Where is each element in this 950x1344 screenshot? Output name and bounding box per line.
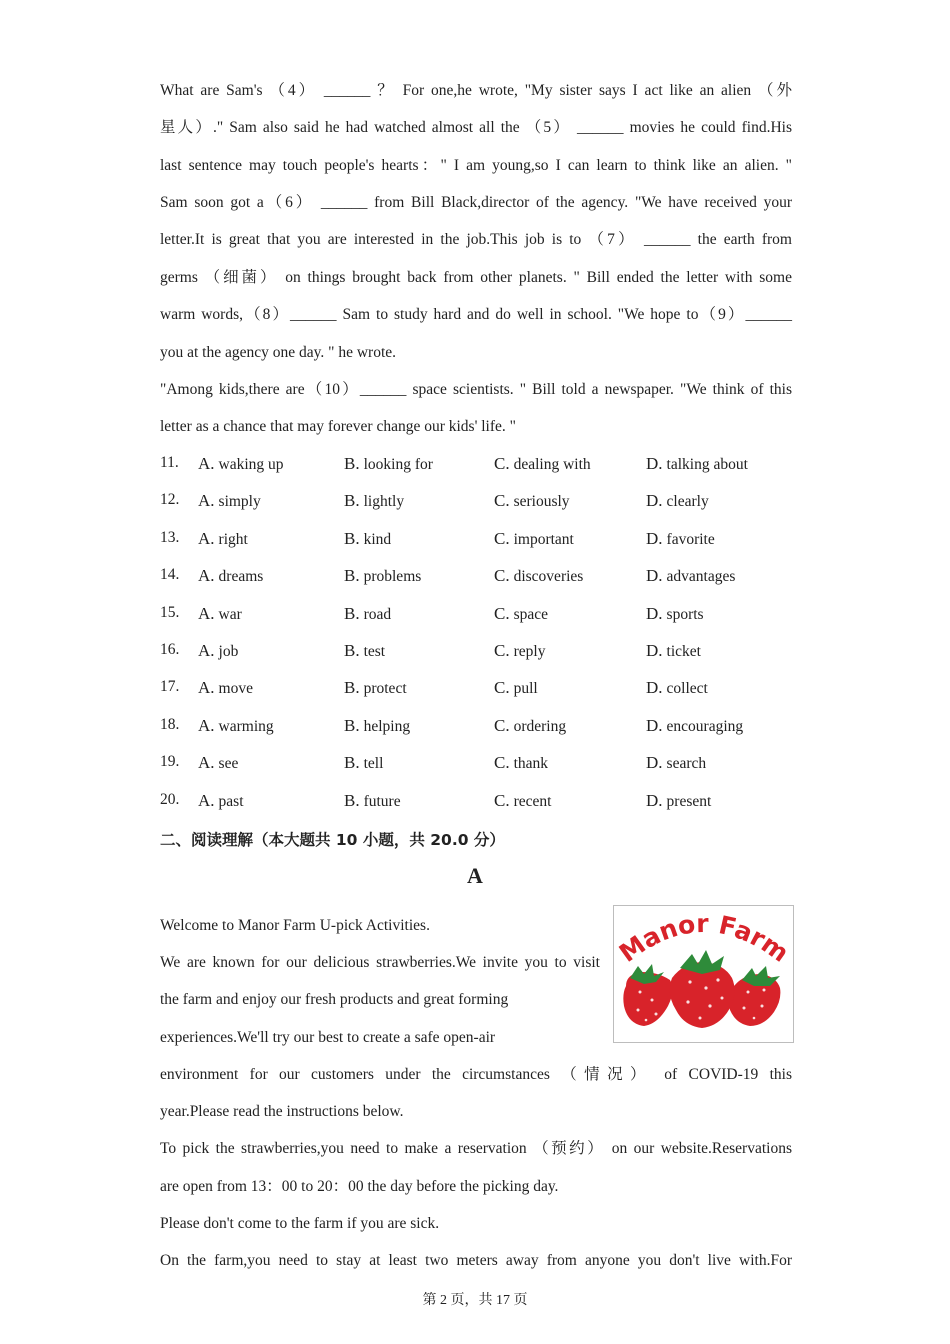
option-text: kind	[363, 530, 392, 548]
answer-option	[198, 566, 263, 586]
option-letter: D.	[646, 715, 663, 735]
option-text: tell	[363, 755, 384, 773]
answer-option	[344, 716, 410, 736]
option-text: test	[363, 643, 386, 660]
option-letter: B.	[344, 528, 360, 548]
strawberries-logo-icon	[614, 906, 793, 1042]
answer-option	[494, 454, 591, 474]
option-text: protect	[363, 680, 407, 698]
option-text: recent	[513, 792, 552, 810]
question-number: 20.	[160, 790, 180, 808]
passage-line: germs （细菌） on things brought back from other planets. " Bill ended the letter with some	[160, 269, 792, 286]
option-text: looking for	[363, 456, 433, 473]
article-line: To pick the strawberries,you need to make a reservation （预约） on our website.Reservations	[160, 1140, 792, 1157]
option-letter: D.	[646, 454, 663, 473]
option-text: seriously	[513, 493, 570, 511]
article-line: environment for our customers under the circumstances （情况） of COVID-19 this	[160, 1066, 792, 1083]
option-letter: C.	[494, 528, 510, 548]
answer-option	[198, 641, 238, 661]
option-text: lightly	[363, 493, 405, 511]
option-letter: B.	[344, 641, 360, 660]
answer-option	[198, 491, 261, 511]
option-letter: C.	[494, 603, 510, 623]
answer-option	[198, 753, 238, 773]
answer-option	[646, 716, 743, 736]
answer-option	[344, 641, 385, 661]
option-letter: D.	[646, 603, 663, 623]
option-letter: D.	[646, 753, 663, 773]
manor-farm-logo	[613, 905, 794, 1043]
option-letter: C.	[494, 641, 510, 660]
option-letter: B.	[344, 790, 360, 810]
option-text: move	[218, 680, 253, 698]
passage-line: letter as a chance that may forever change our kids' life. "	[160, 418, 516, 435]
option-text: job	[218, 643, 239, 660]
option-text: thank	[513, 755, 549, 773]
question-number: 14.	[160, 566, 180, 584]
answer-option	[198, 529, 248, 549]
option-text: sports	[666, 605, 704, 623]
article-line: experiences.We'll try our best to create a safe open-air	[160, 1029, 496, 1046]
option-letter: D.	[646, 790, 663, 810]
option-text: dealing with	[513, 456, 591, 473]
option-text: discoveries	[513, 568, 584, 586]
answer-option	[494, 529, 574, 549]
page-footer: 第 2 页，共 17 页	[422, 1293, 528, 1308]
option-text: pull	[513, 680, 538, 698]
option-text: past	[218, 792, 244, 810]
question-number: 18.	[160, 715, 180, 733]
article-title: A	[467, 863, 483, 888]
passage-line: you at the agency one day. " he wrote.	[160, 344, 397, 361]
option-letter: D.	[646, 678, 663, 698]
option-text: ordering	[513, 717, 567, 735]
option-letter: D.	[646, 566, 663, 586]
option-letter: A.	[198, 678, 215, 698]
option-text: helping	[363, 717, 411, 735]
passage-line: letter.It is great that you are interested in the job.This job is to （7） ______ the earth from	[160, 231, 792, 248]
option-letter: C.	[494, 566, 510, 586]
answer-option	[494, 678, 538, 698]
option-text: problems	[363, 568, 422, 586]
question-number: 16.	[160, 641, 180, 658]
option-letter: A.	[198, 603, 215, 623]
option-letter: B.	[344, 753, 360, 773]
option-text: road	[363, 605, 392, 623]
answer-option	[646, 454, 748, 474]
passage-line: 星人）." Sam also said he had watched almost all the （5） ______ movies he could find.His	[160, 119, 792, 136]
question-row	[160, 454, 800, 476]
option-text: present	[666, 792, 712, 810]
question-row	[160, 791, 800, 813]
option-text: talking about	[666, 456, 748, 473]
answer-option	[198, 604, 242, 624]
question-number: 15.	[160, 603, 180, 621]
answer-option	[494, 716, 566, 736]
option-text: ticket	[666, 643, 701, 660]
option-text: clearly	[666, 493, 709, 511]
article-line: Please don't come to the farm if you are sick.	[160, 1215, 440, 1232]
option-letter: C.	[494, 454, 510, 473]
answer-option	[344, 529, 391, 549]
answer-option	[494, 753, 548, 773]
strawberry-icon	[623, 964, 672, 1026]
strawberry-icon	[670, 950, 735, 1028]
answer-option	[494, 791, 551, 811]
answer-option	[494, 491, 570, 511]
answer-option	[646, 641, 701, 661]
passage-line: warm words,（8）______ Sam to study hard and do well in school. "We hope to（9）______	[160, 306, 792, 323]
option-letter: C.	[494, 753, 510, 773]
option-text: simply	[218, 493, 261, 511]
option-text: warming	[218, 717, 274, 735]
option-text: advantages	[666, 568, 736, 586]
passage-line: "Among kids,there are（10）______ space scientists. " Bill told a newspaper. "We think of this	[160, 381, 792, 398]
option-text: waking up	[218, 456, 284, 473]
option-letter: B.	[344, 566, 360, 586]
option-letter: B.	[344, 715, 360, 735]
option-text: war	[218, 605, 242, 623]
option-letter: A.	[198, 566, 215, 586]
article-line: Welcome to Manor Farm U-pick Activities.	[160, 917, 430, 934]
question-number: 17.	[160, 678, 180, 696]
article-line: year.Please read the instructions below.	[160, 1103, 404, 1120]
option-letter: C.	[494, 491, 510, 511]
option-text: collect	[666, 680, 708, 698]
question-row	[160, 678, 800, 700]
answer-option	[646, 678, 708, 698]
answer-option	[344, 604, 391, 624]
option-text: see	[218, 755, 239, 773]
option-text: important	[513, 530, 574, 548]
question-number: 12.	[160, 491, 180, 509]
answer-option	[494, 604, 548, 624]
question-row	[160, 529, 800, 551]
question-row	[160, 641, 800, 663]
question-number: 13.	[160, 528, 180, 546]
option-letter: B.	[344, 454, 360, 473]
answer-option	[494, 566, 583, 586]
answer-option	[344, 791, 401, 811]
question-row	[160, 716, 800, 738]
passage-line: What are Sam's （4） ______ ？ For one,he wrote, "My sister says I act like an alien （外	[160, 82, 792, 99]
option-letter: A.	[198, 715, 215, 735]
passage-line: last sentence may touch people's hearts：" I am young,so I can learn to think like an alien. "	[160, 157, 792, 174]
option-letter: D.	[646, 528, 663, 548]
answer-option	[646, 604, 704, 624]
option-text: encouraging	[666, 717, 744, 735]
option-letter: A.	[198, 641, 215, 660]
option-letter: D.	[646, 641, 663, 660]
option-letter: A.	[198, 790, 215, 810]
question-number: 19.	[160, 753, 180, 771]
option-letter: C.	[494, 678, 510, 698]
passage-line: Sam soon got a（6） ______ from Bill Black,director of the agency. "We have received your	[160, 194, 792, 211]
answer-option	[344, 678, 407, 698]
question-row	[160, 753, 800, 775]
answer-option	[198, 716, 274, 736]
answer-option	[646, 791, 711, 811]
article-line: On the farm,you need to stay at least two meters away from anyone you don't live with.For	[160, 1252, 792, 1269]
option-text: future	[363, 792, 401, 810]
option-text: favorite	[666, 530, 715, 548]
answer-option	[646, 753, 706, 773]
option-letter: A.	[198, 491, 215, 511]
question-row	[160, 566, 800, 588]
option-text: space	[513, 605, 549, 623]
option-letter: A.	[198, 454, 215, 473]
option-text: right	[218, 530, 248, 548]
option-letter: B.	[344, 491, 360, 511]
option-letter: A.	[198, 528, 215, 548]
answer-option	[646, 491, 709, 511]
section-heading: 二、阅读理解（本大题共 10 小题，共 20.0 分）	[160, 831, 505, 849]
question-number: 11.	[160, 454, 179, 471]
answer-option	[198, 454, 284, 474]
answer-option	[344, 454, 433, 474]
option-text: dreams	[218, 568, 264, 586]
answer-option	[344, 753, 383, 773]
answer-option	[344, 491, 404, 511]
article-line: are open from 13：00 to 20：00 the day before the picking day.	[160, 1178, 559, 1195]
option-text: search	[666, 755, 707, 773]
question-row	[160, 491, 800, 513]
option-letter: C.	[494, 715, 510, 735]
option-letter: A.	[198, 753, 215, 773]
answer-option	[344, 566, 421, 586]
option-letter: C.	[494, 790, 510, 810]
article-line: the farm and enjoy our fresh products and great forming	[160, 991, 509, 1008]
option-letter: B.	[344, 603, 360, 623]
question-row	[160, 604, 800, 626]
article-line: We are known for our delicious strawberries.We invite you to visit	[160, 954, 600, 971]
option-letter: D.	[646, 491, 663, 511]
answer-option	[198, 791, 244, 811]
answer-option	[646, 529, 715, 549]
answer-option	[646, 566, 735, 586]
option-text: reply	[513, 643, 546, 660]
answer-option	[198, 678, 253, 698]
svg-text:Manor Farm: Manor Farm	[614, 908, 793, 968]
answer-option	[494, 641, 545, 661]
option-letter: B.	[344, 678, 360, 698]
